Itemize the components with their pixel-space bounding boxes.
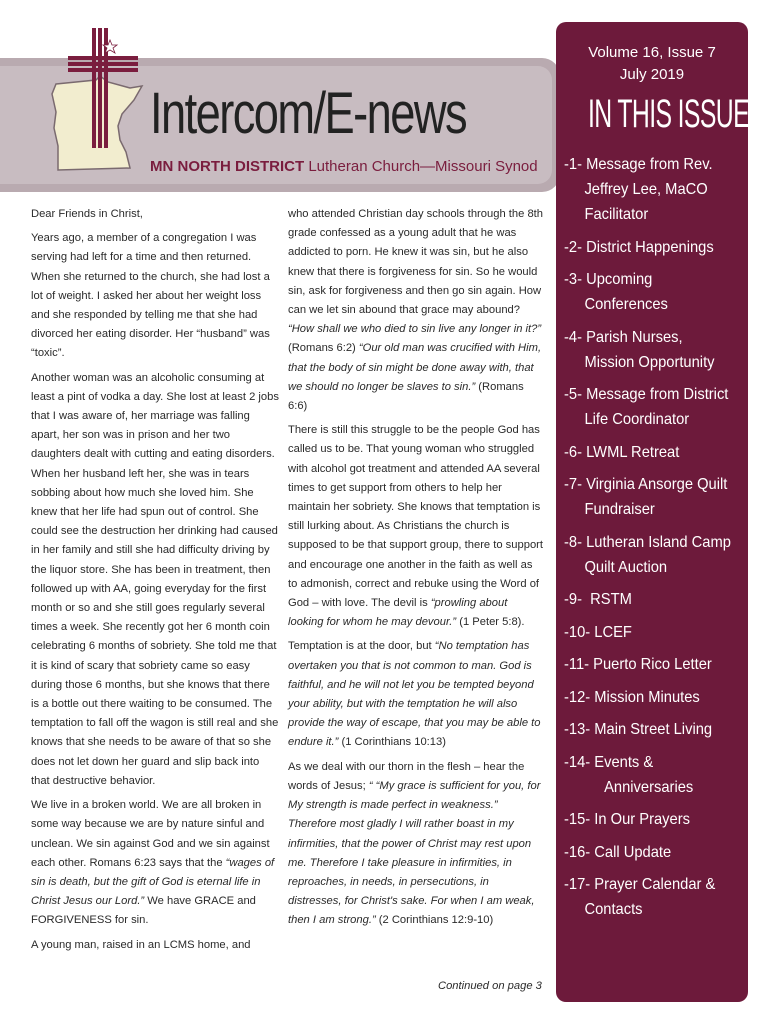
toc-item[interactable]: -9- RSTM: [564, 591, 632, 608]
toc-item[interactable]: -15- In Our Prayers: [564, 811, 690, 828]
paragraph-text: Temptation is at the door, but: [288, 640, 435, 653]
paragraph-text: (1 Corinthians 10:13): [338, 736, 446, 749]
toc-item[interactable]: -1- Message from Rev. Jeffrey Lee, MaCO Facilitator: [564, 156, 713, 223]
toc-item[interactable]: -10- LCEF: [564, 623, 632, 641]
scripture-quote: “How shall we who died to sin live any longer in it?”: [288, 323, 542, 336]
masthead-subtitle: [150, 158, 538, 175]
toc-item[interactable]: -17- Prayer Calendar & Contacts: [564, 876, 716, 918]
synod-name: Lutheran Church—Missouri Synod: [304, 158, 538, 175]
article-paragraph: [288, 205, 543, 416]
scripture-quote: “No temptation has overtaken you that is not common to man. God is faithful, and he will not let you be tempted beyond your ability, but with the temptation he will also provide the way of escape, that you may be able to endure it.”: [288, 640, 541, 749]
article-paragraph: [288, 758, 543, 931]
volume-issue: Volume 16, Issue 7: [588, 44, 716, 61]
toc-item[interactable]: -3- Upcoming Conferences: [564, 271, 668, 313]
paragraph-text: As we deal with our thorn in the flesh – hear the words of Jesus;: [288, 760, 525, 792]
article-column-left: [31, 205, 279, 960]
article-paragraph: [288, 421, 543, 632]
paragraph-text: We live in a broken world. We are all broken in some way because we are by nature sinful and unclean. We sin against God and we sin against each other. Romans 6:23 says that the: [31, 799, 270, 869]
masthead-title: Intercom/E-news: [150, 81, 467, 146]
minnesota-map-icon: [52, 76, 142, 170]
scripture-quote: “Our old man was crucified with Him, that the body of sin might be done away with, that we should no longer be slaves to sin.”: [288, 342, 542, 393]
toc-item[interactable]: -4- Parish Nurses, Mission Opportunity: [564, 328, 715, 371]
paragraph-text: There is still this struggle to be the people God has called us to be. That young woman who struggled with alcohol got treatment and attended AA several times to get support from others to help her maintain her sobriety. She knows that temptation is still lurking about. As Christians the church is supposed to be that support group, there to support and encourage one another in the faith as well as to admonish, correct and rebuke using the Word of God – with love. The devil is: [288, 424, 544, 610]
toc-item[interactable]: -7- Virginia Ansorge Quilt Fundraiser: [564, 476, 728, 518]
toc-item[interactable]: -2- District Happenings: [564, 238, 714, 256]
issue-date: July 2019: [619, 66, 685, 83]
article-paragraph: A young man, raised in an LCMS home, and: [31, 938, 251, 951]
toc-item[interactable]: -11- Puerto Rico Letter: [564, 656, 712, 673]
paragraph-text: who attended Christian day schools through the 8th grade confessed as a young adult that he was addicted to porn. He knew it was sin, but he also knew that there is forgiveness for sin. So he would sin, ask for forgiveness and then go sin again. How can we let sin abound that grace may abound?: [288, 208, 543, 317]
toc-item[interactable]: -12- Mission Minutes: [564, 688, 700, 706]
toc-item[interactable]: -8- Lutheran Island Camp Quilt Auction: [564, 533, 731, 576]
article-paragraph: Another woman was an alcoholic consuming at least a pint of vodka a day. She lost at least 2 jobs that I was aware of, her marriage was falling apart, her son was in prison and her two daughters dealt with cutting and eating disorders. When her husband left her, she was in tears sobbing about how much she loved him. She knew that her life had spun out of control. She could see the destruction her drinking had caused in her family and still she had difficulty driving by the liquor store. She has been in treatment, then followed up with AA, going everyday for the first month or so and she still goes regularly several times a week. She recently got her 6 month coin celebrating 6 months of sobriety. She told me that it is kind of scary that sobriety came so easy during those 6 months, but she knows that there is a bottle out there waiting to be consumed. The temptation to fall off the wagon is still real and she knows that she needs to be aware of that so she does not let down her guard and slip back into that destructive behavior.: [31, 371, 279, 787]
continued-link[interactable]: Continued on page 3: [438, 980, 542, 992]
toc-item[interactable]: -6- LWML Retreat: [564, 443, 680, 461]
article-paragraph: [288, 637, 543, 752]
district-name: MN NORTH DISTRICT: [150, 158, 305, 175]
paragraph-text: (Romans 6:6): [288, 380, 524, 413]
in-this-issue-sidebar: [556, 22, 748, 1002]
toc-item[interactable]: -16- Call Update: [564, 843, 672, 861]
district-logo-icon: [38, 22, 158, 182]
table-of-contents: [564, 152, 742, 930]
paragraph-text: (1 Peter 5:8).: [456, 616, 525, 629]
toc-item[interactable]: -5- Message from District Life Coordinator: [564, 386, 729, 428]
toc-item[interactable]: -13- Main Street Living: [564, 721, 713, 738]
article-paragraph: Years ago, a member of a congregation I was serving had left for a time and then returned. When she returned to the church, she had lost a lot of weight. I asked her about her weight loss and she responded by telling me that she had divorced her eating disorder. Her “husband” was “toxic”.: [31, 232, 270, 360]
paragraph-text: (Romans 6:2): [288, 342, 359, 355]
scripture-quote: “ “My grace is sufficient for you, for My strength is made perfect in weakness.” Therefore most gladly I will rather boast in my infirmities, that the power of Christ may rest upon me. Therefore I take pleasure in infirmities, in reproaches, in needs, in persecutions, in distresses, for Christ's sake. For when I am weak, then I am strong.”: [288, 779, 541, 927]
scripture-quote: “wages of sin is death, but the gift of God is eternal life in Christ Jesus our Lord.”: [31, 856, 275, 908]
salutation: Dear Friends in Christ,: [31, 208, 143, 220]
paragraph-text: We have GRACE and FORGIVENESS for sin.: [31, 895, 256, 927]
in-this-issue-heading: IN THIS ISSUE: [588, 92, 749, 136]
toc-item[interactable]: -14- Events & Anniversaries: [564, 753, 694, 796]
article-column-right: [288, 205, 543, 936]
scripture-quote: “prowling about looking for whom he may devour.”: [288, 597, 508, 629]
paragraph-text: (2 Corinthians 12:9-10): [375, 914, 494, 927]
article-paragraph: [31, 796, 279, 930]
